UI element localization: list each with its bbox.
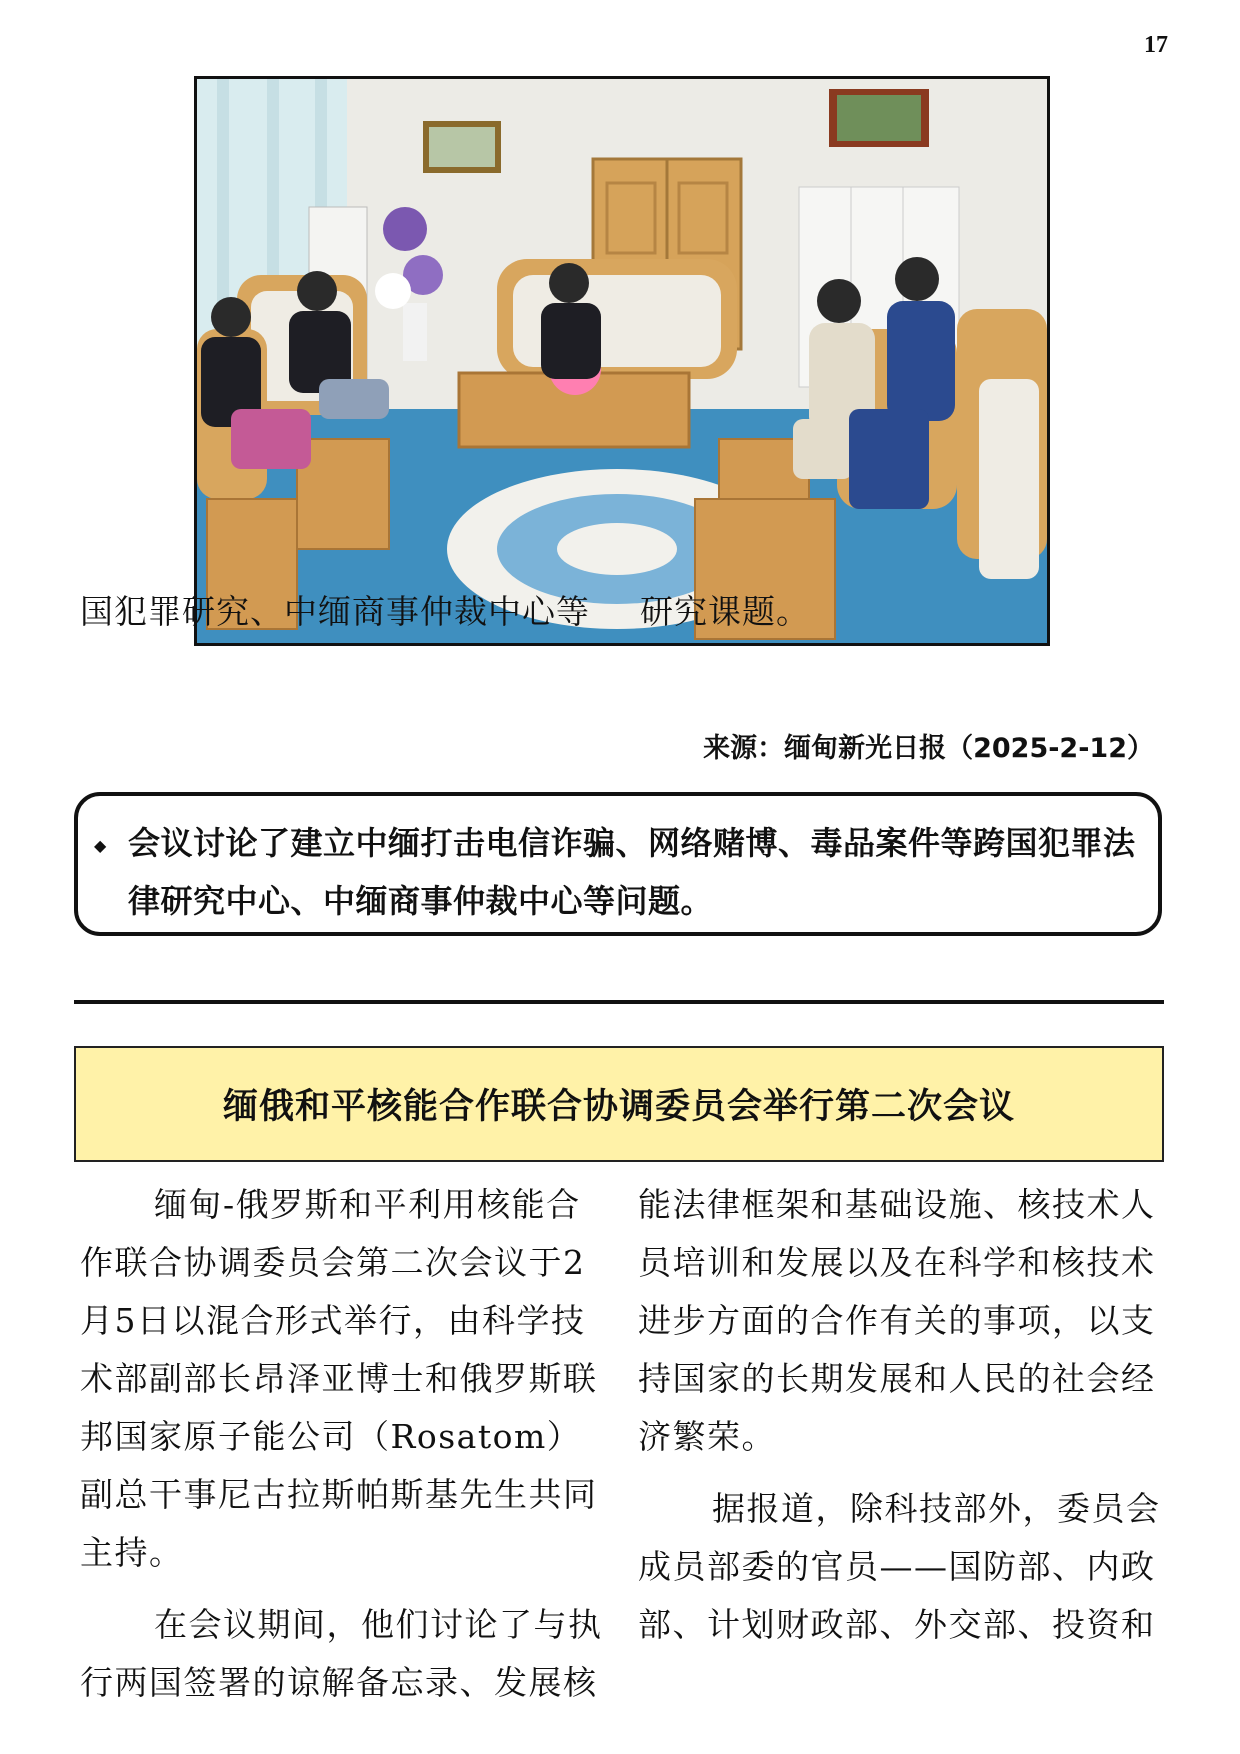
article-paragraph: 缅甸-俄罗斯和平利用核能合作联合协调委员会第二次会议于2月5日以混合形式举行，由科学技术部副部长昂泽亚博士和俄罗斯联邦国家原子能公司（Rosatom）副总干事尼古拉斯帕斯基先生共同主持。 xyxy=(80,1185,598,1572)
headline-banner xyxy=(74,1046,1164,1162)
article-paragraph: 在会议期间，他们讨论了与执行两国签署的谅解备忘录、发展核 xyxy=(80,1605,603,1702)
article-headline: 缅俄和平核能合作联合协调委员会举行第二次会议 xyxy=(222,1087,1015,1127)
continued-text-right: 研究课题。 xyxy=(640,592,810,631)
summary-box xyxy=(74,792,1162,936)
section-divider xyxy=(74,1000,1164,1004)
source-credit: 来源：缅甸新光日报（2025-2-12） xyxy=(703,733,1154,764)
continued-text-left: 国犯罪研究、中缅商事仲裁中心等 xyxy=(80,592,590,631)
article-column-right xyxy=(638,1176,1164,1654)
summary-bullet: ◆ xyxy=(94,836,107,855)
article-paragraph: 能法律框架和基础设施、核技术人员培训和发展以及在科学和核技术进步方面的合作有关的事项，以支持国家的长期发展和人民的社会经济繁荣。 xyxy=(638,1185,1156,1456)
article-paragraph: 据报道，除科技部外，委员会成员部委的官员——国防部、内政部、计划财政部、外交部、投资和 xyxy=(638,1489,1161,1644)
article-column-left xyxy=(80,1176,606,1712)
meeting-photo xyxy=(194,76,1050,646)
meeting-photo-illustration xyxy=(197,79,1047,643)
summary-text: 会议讨论了建立中缅打击电信诈骗、网络赌博、毒品案件等跨国犯罪法律研究中心、中缅商事仲裁中心等问题。 xyxy=(128,824,1136,920)
page-number: 17 xyxy=(1144,32,1168,58)
